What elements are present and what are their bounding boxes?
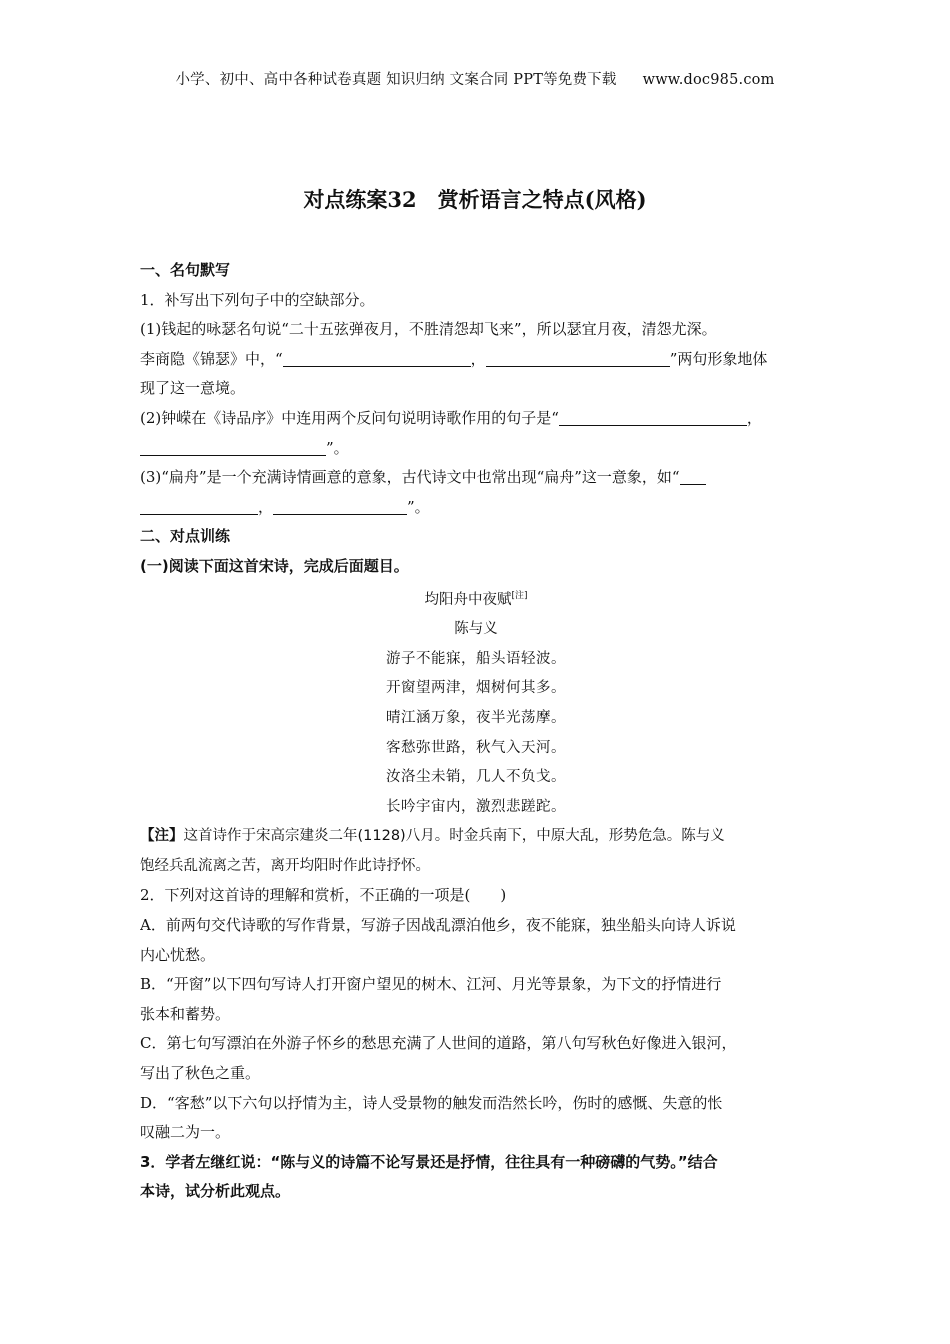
- q1-stem: 1．补写出下列句子中的空缺部分。: [140, 290, 375, 309]
- poem-line: 客愁弥世路，秋气入天河。: [386, 739, 566, 756]
- answer-blank[interactable]: [273, 496, 407, 515]
- note-label: 【注】: [140, 828, 184, 845]
- answer-blank[interactable]: [486, 348, 670, 367]
- q1-part1-line1: (1)钱起的咏瑟名句说“二十五弦弹夜月，不胜清怨却飞来”，所以瑟宜月夜，清怨尤深。: [140, 320, 717, 339]
- q1-part1-line2: 李商隐《锦瑟》中，“ ， ”两句形象地体: [140, 349, 768, 368]
- q2-option-d-cont: 叹融二为一。: [140, 1123, 231, 1142]
- section2-heading: 二、对点训练: [140, 527, 231, 546]
- page-title: 对点练案32 赏析语言之特点(风格): [303, 187, 647, 212]
- q1-part2-line1: (2)钟嵘在《诗品序》中连用两个反问句说明诗歌作用的句子是“ ，: [140, 408, 762, 427]
- q2-option-b-cont: 张本和蓄势。: [140, 1004, 231, 1023]
- note-marker: [注]: [511, 590, 528, 601]
- poem: [140, 582, 812, 823]
- q1-part2-line2: ”。: [140, 434, 812, 464]
- q1-part3-line1: (3)“扁舟”是一个充满诗情画意的意象，古代诗文中也常出现“扁舟”这一意象，如“: [140, 463, 812, 493]
- answer-blank[interactable]: [283, 348, 471, 367]
- poem-line: 长吟宇宙内，激烈悲蹉跎。: [386, 798, 566, 815]
- section1-heading: 一、名句默写: [140, 261, 231, 279]
- answer-blank[interactable]: [680, 466, 706, 485]
- poem-line: 开窗望两津，烟树何其多。: [386, 680, 566, 697]
- poem-line: 游子不能寐，船头语轻波。: [386, 650, 566, 667]
- poem-line: 晴江涵万象，夜半光荡摩。: [386, 709, 566, 726]
- poem-note-line1: 【注】这首诗作于宋高宗建炎二年(1128)八月。时金兵南下，中原大乱，形势危急。陈与义: [140, 828, 725, 845]
- q2-option-a-cont: 内心忧愁。: [140, 945, 216, 964]
- answer-blank[interactable]: [559, 407, 747, 426]
- q3-line2: 本诗，试分析此观点。: [140, 1182, 291, 1201]
- q2-option-c[interactable]: C．第七句写漂泊在外游子怀乡的愁思充满了人世间的道路，第八句写秋色好像进入银河，: [140, 1034, 737, 1053]
- document-body: [140, 256, 812, 1207]
- q2-option-d[interactable]: D．“客愁”以下六句以抒情为主，诗人受景物的触发而浩然长吟，伤时的感慨、失意的怅: [140, 1093, 723, 1112]
- poem-note-line2: 饱经兵乱流离之苦，离开均阳时作此诗抒怀。: [140, 857, 430, 874]
- poem-line: 汝洛尘未销，几人不负戈。: [386, 769, 566, 786]
- q1-part3-line2: ， ”。: [140, 493, 812, 523]
- q1-part1-line3: 现了这一意境。: [140, 379, 246, 398]
- q2-stem: 2．下列对这首诗的理解和赏析，不正确的一项是( ): [140, 886, 507, 905]
- q3-line1: 3．学者左继红说：“陈与义的诗篇不论写景还是抒情，往往具有一种磅礴的气势。”结合: [140, 1152, 718, 1171]
- poem-title: 均阳舟中夜赋[注]: [424, 590, 528, 608]
- poem-author: 陈与义: [454, 621, 498, 638]
- answer-blank[interactable]: [140, 496, 258, 515]
- page-header: [0, 68, 950, 89]
- section2-subheading: (一)阅读下面这首宋诗，完成后面题目。: [140, 556, 409, 575]
- q2-option-c-cont: 写出了秋色之重。: [140, 1064, 261, 1083]
- header-url[interactable]: www.doc985.com: [642, 72, 775, 88]
- header-text: 小学、初中、高中各种试卷真题 知识归纳 文案合同 PPT等免费下载: [175, 72, 617, 88]
- q2-option-b[interactable]: B．“开窗”以下四句写诗人打开窗户望见的树木、江河、月光等景象，为下文的抒情进行: [140, 975, 722, 994]
- q2-option-a[interactable]: A．前两句交代诗歌的写作背景，写游子因战乱漂泊他乡，夜不能寐，独坐船头向诗人诉说: [140, 916, 736, 935]
- answer-blank[interactable]: [140, 437, 326, 456]
